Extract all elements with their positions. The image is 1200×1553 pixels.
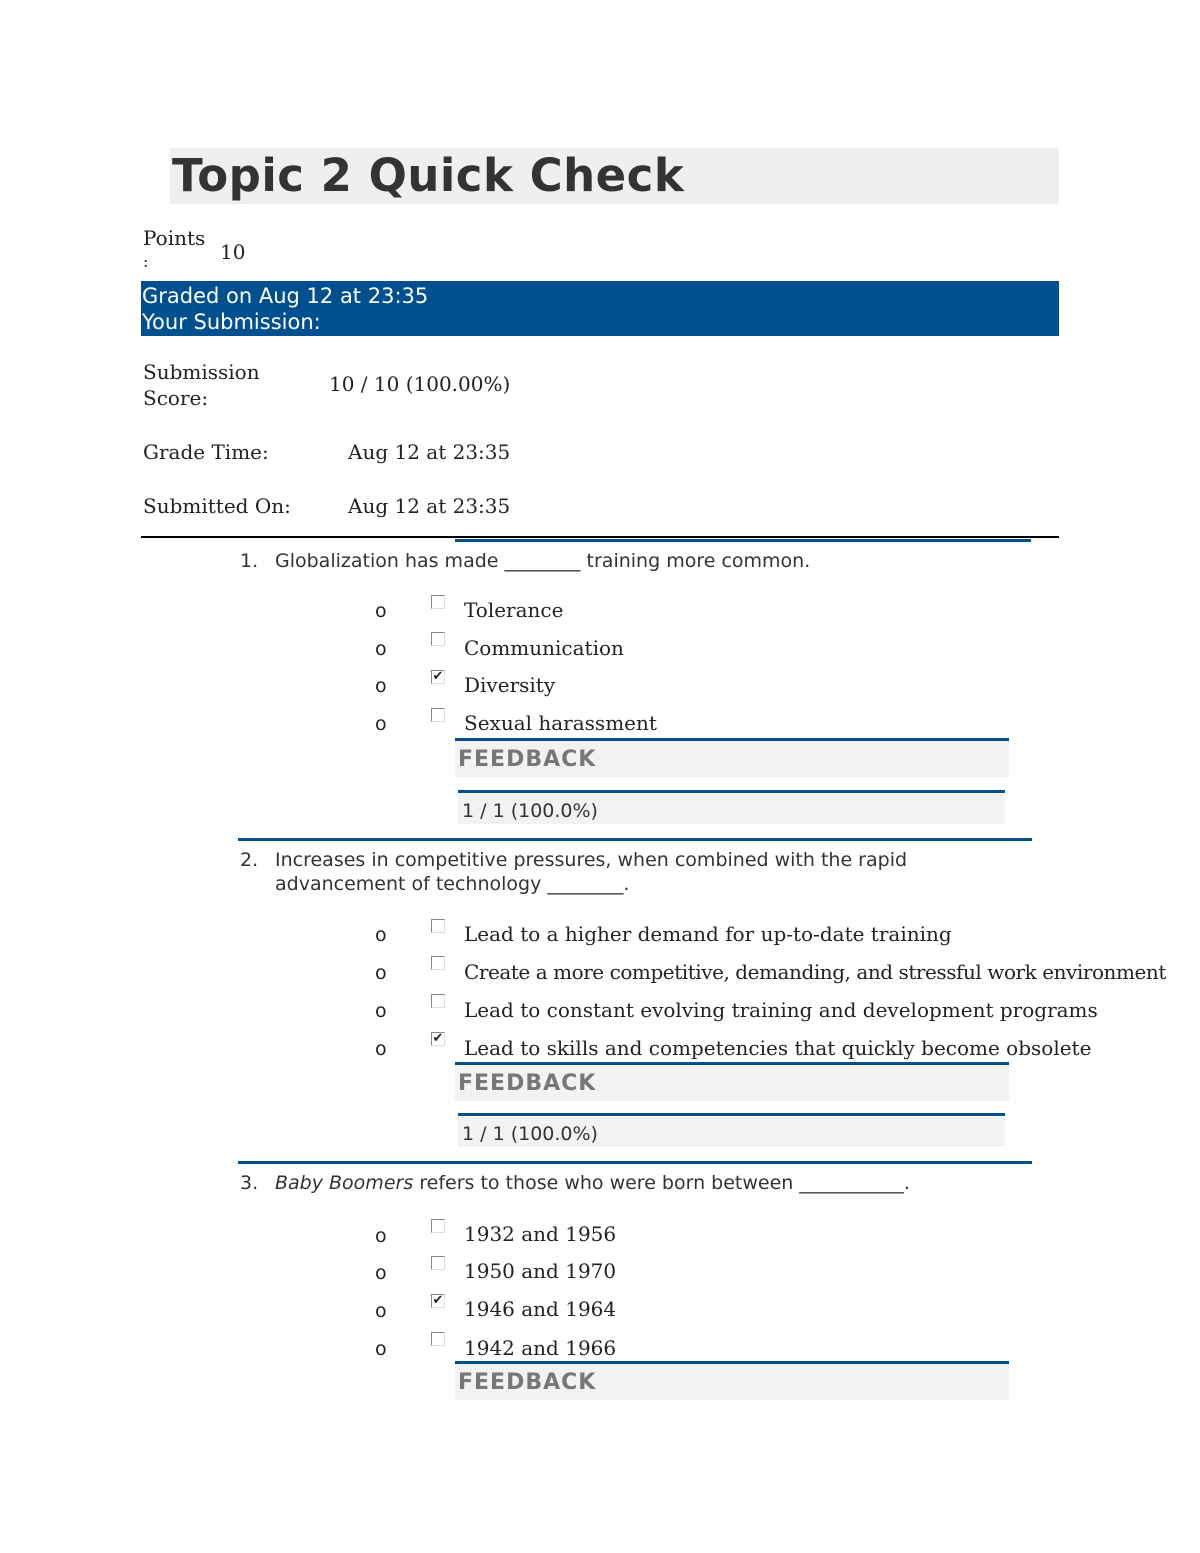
answer-checkbox[interactable] [431,708,445,722]
answer-option: Lead to constant evolving training and development programs [464,998,1098,1022]
bullet: o [375,675,387,697]
divider [141,536,1059,538]
graded-banner [141,281,1059,336]
question-rule [238,1161,1032,1164]
question-text [275,1171,910,1195]
feedback-score: 1 / 1 (100.0%) [462,1123,598,1145]
feedback-label: FEEDBACK [458,747,597,772]
feedback-label: FEEDBACK [458,1071,597,1096]
submitted-value: Aug 12 at 23:35 [348,494,511,518]
bullet: o [375,1225,387,1247]
answer-checkbox-checked[interactable]: ✔ [432,669,444,684]
answer-checkbox[interactable] [431,1219,445,1233]
bullet: o [375,713,387,735]
question-text-rest: refers to those who were born between ___________. [413,1172,910,1194]
question-text-italic: Baby Boomers [275,1172,414,1194]
bullet: o [375,962,387,984]
question-rule [455,539,1031,542]
bullet: o [375,1000,387,1022]
answer-option: Communication [464,636,624,660]
points-label: Points [143,226,206,250]
answer-checkbox[interactable] [431,595,445,609]
answer-checkbox-checked[interactable]: ✔ [432,1031,444,1046]
answer-option: Diversity [464,673,556,697]
submitted-label: Submitted On: [143,494,291,518]
answer-checkbox[interactable] [431,632,445,646]
points-colon: : [143,252,149,271]
answer-checkbox[interactable] [431,994,445,1008]
answer-checkbox[interactable] [431,1332,445,1346]
question-number: 1. [240,550,259,572]
answer-checkbox[interactable] [431,919,445,933]
question-text-line-2: advancement of technology ________. [275,873,630,895]
answer-checkbox[interactable] [431,1256,445,1270]
bullet: o [375,1338,387,1360]
feedback-score-rule [458,1113,1005,1116]
bullet: o [375,1038,387,1060]
bullet: o [375,1262,387,1284]
answer-option: 1946 and 1964 [464,1297,617,1321]
feedback-score-rule [458,790,1005,793]
answer-option: 1950 and 1970 [464,1259,617,1283]
page-title: Topic 2 Quick Check [172,149,685,202]
answer-option: Lead to a higher demand for up-to-date training [464,922,952,946]
answer-option: Lead to skills and competencies that quickly become obsolete [464,1036,1092,1060]
bullet: o [375,1300,387,1322]
score-label-2: Score: [143,386,209,410]
grade-time-label: Grade Time: [143,440,269,464]
answer-checkbox-checked[interactable]: ✔ [432,1293,444,1308]
question-text: Globalization has made ________ training more common. [275,550,811,572]
answer-option: Sexual harassment [464,711,657,735]
your-submission-heading: Your Submission: [142,310,321,334]
answer-checkbox[interactable] [431,956,445,970]
points-value: 10 [220,240,246,264]
score-label-1: Submission [143,360,260,384]
graded-date: Graded on Aug 12 at 23:35 [142,284,429,308]
feedback-score: 1 / 1 (100.0%) [462,800,598,822]
answer-option: 1932 and 1956 [464,1222,617,1246]
question-number: 2. [240,849,259,871]
feedback-label: FEEDBACK [458,1370,597,1395]
question-rule [238,838,1032,841]
answer-option: Tolerance [464,598,564,622]
bullet: o [375,638,387,660]
answer-option: Create a more competitive, demanding, and stressful work environment [464,960,1166,984]
grade-time-value: Aug 12 at 23:35 [348,440,511,464]
answer-option: 1942 and 1966 [464,1336,617,1360]
bullet: o [375,924,387,946]
question-number: 3. [240,1172,259,1194]
question-text: Increases in competitive pressures, when combined with the rapid [275,849,908,871]
bullet: o [375,600,387,622]
score-value: 10 / 10 (100.00%) [329,372,511,396]
